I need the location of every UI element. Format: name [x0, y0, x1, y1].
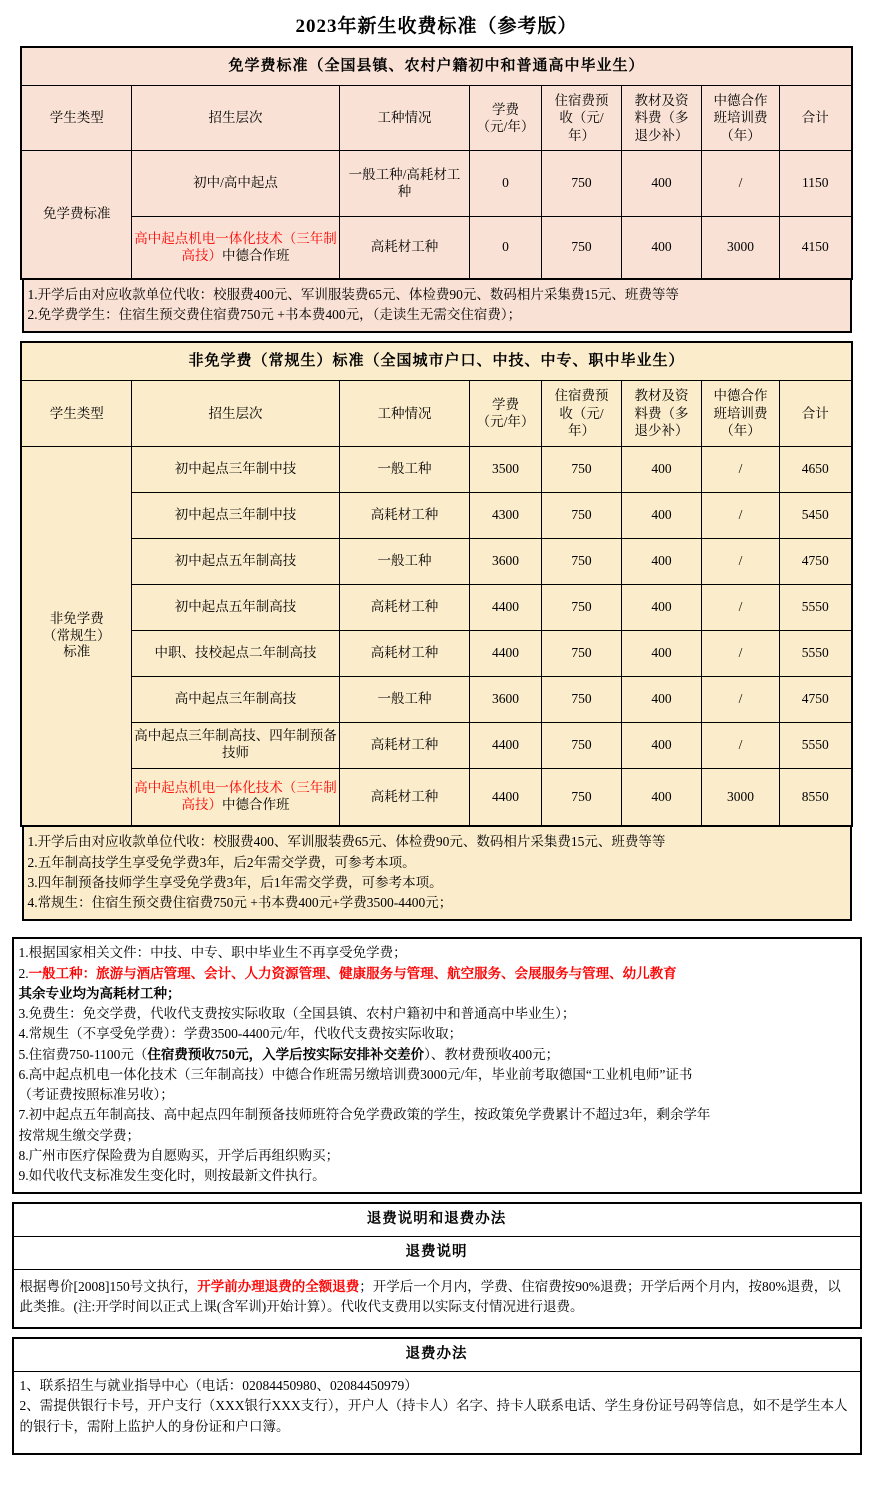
refund-explanation-table: [12, 1202, 862, 1329]
tuition-free-header-row: [21, 85, 851, 151]
cell-tuition: 4300: [469, 492, 541, 538]
cell-material: 400: [621, 722, 701, 768]
cell-material: 400: [621, 768, 701, 826]
note-line: 3.四年制预备技师学生享受免学费3年，后1年需交学费，可参考本项。: [27, 874, 443, 890]
cell-level: 中职、技校起点二年制高技: [131, 630, 339, 676]
general-note-9: 9.如代收代支标准发生变化时，则按最新文件执行。: [18, 1168, 326, 1184]
page-title: 2023年新生收费标准（参考版）: [295, 16, 578, 37]
col-material-fee: 教材及资 料费（多 退少补）: [621, 85, 701, 151]
cell-tuition: 4400: [469, 584, 541, 630]
col-job-type: 工种情况: [339, 381, 469, 447]
cell-tuition: 3500: [469, 446, 541, 492]
cell-level-highlight: 高中起点机电一体化技术（三年制高技）中德合作班: [131, 217, 339, 279]
table-row: [21, 676, 851, 722]
general-note-7-line2: 按常规生缴交学费；: [18, 1127, 140, 1143]
cell-dorm: 750: [541, 676, 621, 722]
cell-material: 400: [621, 676, 701, 722]
cell-level-highlight: 高中起点机电一体化技术（三年制高技）中德合作班: [131, 768, 339, 826]
tuition-free-row-label: 免学费标准: [21, 151, 131, 279]
general-note-6-line1: 6.高中起点机电一体化技术（三年制高技）中德合作班需另缴培训费3000元/年，毕业前考取德国“工业机电师”证书: [18, 1066, 693, 1082]
note-line: 2.免学费学生：住宿生预交费住宿费750元 +书本费400元，（走读生无需交住宿费）；: [27, 307, 522, 323]
col-student-type: 学生类型: [21, 85, 131, 151]
cell-level: 初中起点三年制中技: [131, 446, 339, 492]
table-row: [21, 151, 851, 217]
cell-dorm: 750: [541, 217, 621, 279]
tuition-free-table: [20, 46, 852, 280]
cell-material: 400: [621, 151, 701, 217]
general-note-5: 5.住宿费750-1100元（住宿费预收750元，入学后按实际安排补交差价）、教材费预收400元；: [18, 1046, 560, 1062]
refund-section2-title-row: [13, 1338, 861, 1371]
cell-level: 高中起点三年制高技、四年制预备技师: [131, 722, 339, 768]
cell-level: 初中起点五年制高技: [131, 538, 339, 584]
cell-total: 8550: [779, 768, 851, 826]
tuition-free-notes: [22, 280, 852, 334]
note-line: 4.常规生：住宿生预交费住宿费750元 +书本费400元+学费3500-4400元；: [27, 895, 453, 911]
cell-total: 5550: [779, 722, 851, 768]
refund-bank-line: 2、需提供银行卡号，开户支行（XXX银行XXX支行），开户人（持卡人）名字、持卡人联系电话、学生身份证号码等信息，如不是学生本人的银行卡，需附上监护人的身份证和户口簿。: [19, 1398, 848, 1434]
cell-tuition: 3600: [469, 538, 541, 584]
table-row: [21, 630, 851, 676]
col-dorm-fee: 住宿费预 收（元/ 年）: [541, 381, 621, 447]
cell-material: 400: [621, 217, 701, 279]
refund-section1-highlight: 开学前办理退费的全额退费: [197, 1278, 360, 1294]
general-note-2-red: 一般工种：旅游与酒店管理、会计、人力资源管理、健康服务与管理、航空服务、会展服务与管理、幼儿教育: [28, 965, 677, 981]
refund-method-table: [12, 1337, 862, 1455]
col-material-fee: 教材及资 料费（多 退少补）: [621, 381, 701, 447]
col-total: 合计: [779, 85, 851, 151]
table-row-highlight: [21, 768, 851, 826]
cell-tuition: 4400: [469, 722, 541, 768]
refund-section2-body-row: [13, 1372, 861, 1454]
cell-dorm: 750: [541, 722, 621, 768]
cell-job: 一般工种/高耗材工种: [339, 151, 469, 217]
table-row: [21, 722, 851, 768]
tuition-free-band-title-row: [21, 47, 851, 85]
cell-training: /: [701, 722, 779, 768]
cell-dorm: 750: [541, 538, 621, 584]
col-dorm-fee: 住宿费预 收（元/ 年）: [541, 85, 621, 151]
cell-job: 高耗材工种: [339, 722, 469, 768]
note-line: 1.开学后由对应收款单位代收：校服费400、军训服装费65元、体检费90元、数码相片采集费15元、班费等等: [27, 834, 666, 850]
refund-main-title: 退费说明和退费办法: [13, 1203, 861, 1236]
regular-fee-row-label: 非免学费 （常规生） 标准: [21, 446, 131, 826]
regular-fee-band-title: 非免学费（常规生）标准（全国城市户口、中技、中专、职中毕业生）: [21, 342, 851, 380]
cell-training: /: [701, 676, 779, 722]
col-enrollment-level: 招生层次: [131, 85, 339, 151]
tuition-free-band-title: 免学费标准（全国县镇、农村户籍初中和普通高中毕业生）: [21, 47, 851, 85]
col-training-fee: 中德合作 班培训费 （年）: [701, 381, 779, 447]
cell-training: 3000: [701, 217, 779, 279]
cell-total: 1150: [779, 151, 851, 217]
cell-job: 一般工种: [339, 676, 469, 722]
cell-dorm: 750: [541, 446, 621, 492]
cell-dorm: 750: [541, 768, 621, 826]
table-row: [21, 584, 851, 630]
regular-fee-table: [20, 341, 852, 827]
cell-job: 高耗材工种: [339, 492, 469, 538]
cell-dorm: 750: [541, 630, 621, 676]
cell-total: 5550: [779, 584, 851, 630]
cell-job: 高耗材工种: [339, 584, 469, 630]
cell-total: 4650: [779, 446, 851, 492]
general-notes-box: [12, 937, 862, 1194]
col-student-type: 学生类型: [21, 381, 131, 447]
refund-contact-line: 1、联系招生与就业指导中心（电话：02084450980、02084450979）: [19, 1378, 418, 1394]
cell-training: /: [701, 151, 779, 217]
table-row-highlight: [21, 217, 851, 279]
regular-fee-notes: [22, 827, 852, 921]
cell-material: 400: [621, 492, 701, 538]
cell-material: 400: [621, 446, 701, 492]
general-note-8: 8.广州市医疗保险费为自愿购买，开学后再组织购买；: [18, 1147, 340, 1163]
refund-section2-title: 退费办法: [13, 1338, 861, 1371]
cell-job: 高耗材工种: [339, 217, 469, 279]
cell-total: 4750: [779, 538, 851, 584]
table-row: [21, 538, 851, 584]
refund-section1-title-row: [13, 1237, 861, 1270]
table-row: [21, 446, 851, 492]
general-note-2-bold: 其余专业均为高耗材工种；: [18, 985, 181, 1001]
cell-job: 一般工种: [339, 446, 469, 492]
cell-level: 初中起点五年制高技: [131, 584, 339, 630]
cell-level: 初中/高中起点: [131, 151, 339, 217]
col-total: 合计: [779, 381, 851, 447]
col-enrollment-level: 招生层次: [131, 381, 339, 447]
cell-job: 高耗材工种: [339, 630, 469, 676]
cell-training: /: [701, 584, 779, 630]
cell-material: 400: [621, 538, 701, 584]
cell-job: 一般工种: [339, 538, 469, 584]
cell-total: 4750: [779, 676, 851, 722]
general-note-5-bold: 住宿费预收750元，入学后按实际安排补交差价: [147, 1046, 425, 1062]
refund-section1-body-row: [13, 1269, 861, 1328]
col-tuition: 学费 （元/年）: [469, 85, 541, 151]
cell-training: 3000: [701, 768, 779, 826]
col-job-type: 工种情况: [339, 85, 469, 151]
general-note-6-line2: （考证费按照标准另收）；: [18, 1087, 174, 1103]
refund-section1-body: 根据粤价[2008]150号文执行，开学前办理退费的全额退费；开学后一个月内，学费、住宿费按90%退费；开学后两个月内，按80%退费，以此类推。(注:开学时间以正式上课(含军训)开始计算）。代收代支费用以实际支付情况进行退费。: [13, 1269, 861, 1328]
note-line: 1.开学后由对应收款单位代收：校服费400元、军训服装费65元、体检费90元、数码相片采集费15元、班费等等: [27, 286, 679, 302]
cell-job: 高耗材工种: [339, 768, 469, 826]
cell-dorm: 750: [541, 584, 621, 630]
cell-tuition: 0: [469, 217, 541, 279]
note-line: 2.五年制高技学生享受免学费3年，后2年需交学费，可参考本项。: [27, 854, 416, 870]
cell-tuition: 4400: [469, 630, 541, 676]
cell-training: /: [701, 630, 779, 676]
col-training-fee: 中德合作 班培训费 （年）: [701, 85, 779, 151]
cell-tuition: 4400: [469, 768, 541, 826]
cell-training: /: [701, 538, 779, 584]
general-note-3: 3.免费生：免交学费，代收代支费按实际收取（全国县镇、农村户籍初中和普通高中毕业生）；: [18, 1006, 576, 1022]
cell-tuition: 3600: [469, 676, 541, 722]
cell-level: 高中起点三年制高技: [131, 676, 339, 722]
col-tuition: 学费 （元/年）: [469, 381, 541, 447]
table-row: [21, 492, 851, 538]
refund-section1-title: 退费说明: [13, 1237, 861, 1270]
cell-training: /: [701, 446, 779, 492]
cell-dorm: 750: [541, 151, 621, 217]
cell-total: 5550: [779, 630, 851, 676]
general-note-2: 2.一般工种：旅游与酒店管理、会计、人力资源管理、健康服务与管理、航空服务、会展服务与管理、幼儿教育: [18, 965, 677, 981]
general-note-7-line1: 7.初中起点五年制高技、高中起点四年制预备技师班符合免学费政策的学生，按政策免学费累计不超过3年，剩余学年: [18, 1107, 711, 1123]
cell-dorm: 750: [541, 492, 621, 538]
refund-main-title-row: [13, 1203, 861, 1236]
regular-fee-band-title-row: [21, 342, 851, 380]
cell-training: /: [701, 492, 779, 538]
cell-material: 400: [621, 630, 701, 676]
cell-total: 5450: [779, 492, 851, 538]
refund-section2-body: [13, 1372, 861, 1454]
cell-tuition: 0: [469, 151, 541, 217]
cell-level: 初中起点三年制中技: [131, 492, 339, 538]
general-note-4: 4.常规生（不享受免学费）：学费3500-4400元/年，代收代支费按实际收取；: [18, 1026, 463, 1042]
cell-material: 400: [621, 584, 701, 630]
cell-total: 4150: [779, 217, 851, 279]
regular-fee-header-row: [21, 381, 851, 447]
general-note-1: 1.根据国家相关文件：中技、中专、职中毕业生不再享受免学费；: [18, 945, 407, 961]
